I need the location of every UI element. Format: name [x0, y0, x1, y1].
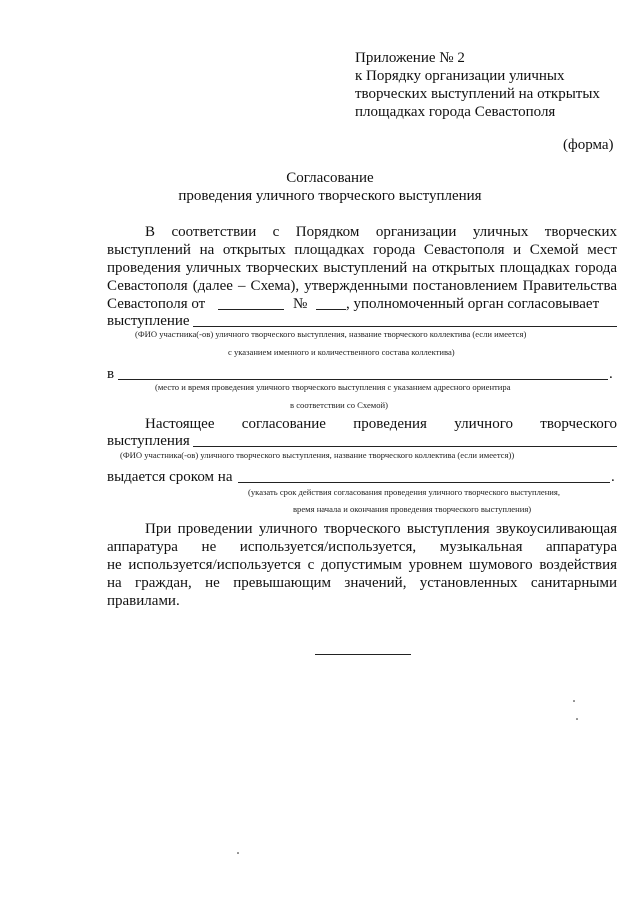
para1-date-label: Севастополя от: [107, 296, 206, 312]
appendix-title: Приложение № 2: [355, 50, 465, 66]
appendix-line: площадках города Севастополя: [355, 104, 556, 120]
para1-line: Севастополя (далее – Схема), утвержденными постановлением Правительства: [107, 278, 617, 294]
para3-line: аппаратура не используется/используется, музыкальная аппаратура: [107, 539, 617, 555]
caption-term-1: (указать срок действия согласования проведения уличного творческого выступления,: [248, 487, 560, 497]
caption-term-2: время начала и окончания проведения творческого выступления): [293, 504, 532, 514]
date-blank[interactable]: [218, 309, 284, 310]
para3-line: не используется/используется с допустимым уровнем шумового воздействия: [107, 557, 617, 573]
caption-performer-2: (ФИО участника(-ов) уличного творческого выступления, название творческого коллектива (если имеется)): [120, 450, 515, 460]
caption-performer: (ФИО участника(-ов) уличного творческого выступления, название творческого коллектива (если имеется): [135, 329, 527, 339]
para3-line: При проведении уличного творческого выступления звукоусиливающая: [145, 521, 617, 537]
performer-blank-2[interactable]: [193, 446, 617, 447]
caption-composition: с указанием именного и количественного состава коллектива): [228, 347, 455, 357]
scan-speck: [576, 718, 578, 720]
place-blank[interactable]: [118, 379, 608, 380]
para1-number-sign: №: [293, 296, 308, 312]
performer-blank[interactable]: [193, 326, 617, 327]
place-prefix: в: [107, 366, 115, 382]
para1-date-tail: , уполномоченный орган согласовывает: [346, 296, 600, 312]
para2-line: Настоящее согласование проведения уличного творческого: [145, 416, 617, 432]
number-blank[interactable]: [316, 309, 346, 310]
para1-performance-label: выступление: [107, 313, 190, 329]
scan-speck: [237, 852, 239, 854]
para3-last-line: правилами.: [107, 593, 180, 609]
para1-line: проведения уличных творческих выступлений на открытых площадках города: [107, 260, 617, 276]
term-prefix: выдается сроком на: [107, 469, 233, 485]
scan-speck: [573, 700, 575, 702]
closing-divider: [315, 654, 411, 655]
para2-performance-label: выступления: [107, 433, 190, 449]
para3-line: на граждан, не превышающим значений, установленных санитарными: [107, 575, 617, 591]
form-mark: (форма): [563, 137, 614, 153]
para1-line: В соответствии с Порядком организации уличных творческих: [145, 224, 617, 240]
heading-line-2: проведения уличного творческого выступления: [178, 188, 482, 204]
term-blank[interactable]: [238, 482, 610, 483]
para1-line: выступлений на открытых площадках города Севастополя и Схемой мест: [107, 242, 617, 258]
appendix-line: к Порядку организации уличных: [355, 68, 565, 84]
caption-scheme: в соответствии со Схемой): [290, 400, 388, 410]
place-suffix: .: [609, 366, 613, 382]
heading-line-1: Согласование: [286, 170, 374, 186]
appendix-line: творческих выступлений на открытых: [355, 86, 600, 102]
caption-place: (место и время проведения уличного творческого выступления с указанием адресного ориентира: [155, 382, 511, 392]
term-suffix: .: [611, 469, 615, 485]
